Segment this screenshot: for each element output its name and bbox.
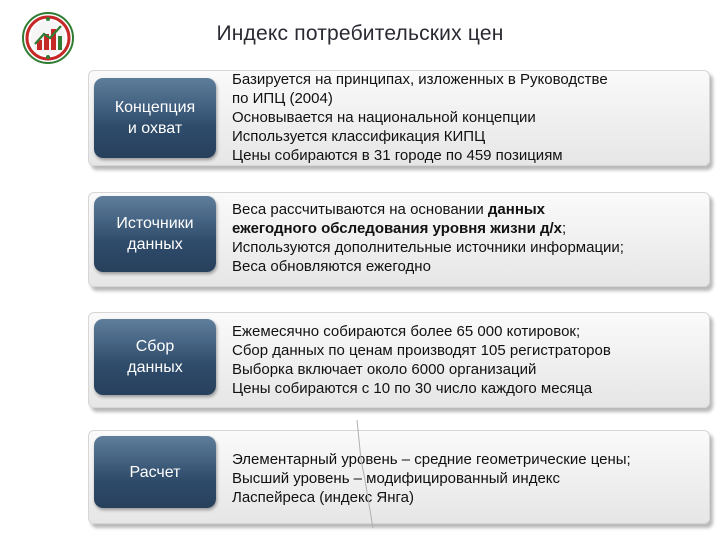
text-line: Сбор данных по ценам производят 105 регистраторов [232, 342, 611, 359]
text-line: ежегодного обследования уровня жизни д/х; [232, 220, 567, 237]
page-title: Индекс потребительских цен [216, 22, 504, 45]
text-line: Элементарный уровень – средние геометрические цены; [232, 451, 631, 468]
section-text-calculation [232, 450, 702, 507]
text-line: Ласпейреса (индекс Янга) [232, 489, 414, 506]
text-line: Цены собираются с 10 по 30 число каждого месяца [232, 380, 593, 397]
text-line: по ИПЦ (2004) [232, 90, 333, 107]
section-label-calculation: Расчет [94, 436, 216, 508]
decorative-line [355, 420, 381, 528]
text-line: Ежемесячно собираются более 65 000 котировок; [232, 323, 581, 340]
text-line: Веса обновляются ежегодно [232, 258, 431, 275]
section-text-concept [232, 70, 702, 165]
text-line: Используются дополнительные источники информации; [232, 239, 624, 256]
section-text-sources [232, 200, 702, 276]
text-line: Высший уровень – модифицированный индекс [232, 470, 561, 487]
text-line: Используется классификация КИПЦ [232, 128, 486, 145]
text-line: Базируется на принципах, изложенных в Руководстве [232, 71, 608, 88]
text-line: Веса рассчитываются на основании данных [232, 201, 546, 218]
section-label-collection: Сбор данных [94, 319, 216, 395]
section-label-sources: Источники данных [94, 196, 216, 272]
section-label-concept: Концепция и охват [94, 78, 216, 158]
text-line: Цены собираются в 31 городе по 459 позициям [232, 147, 563, 164]
section-text-collection [232, 322, 702, 398]
text-line: Выборка включает около 6000 организаций [232, 361, 537, 378]
text-line: Основывается на национальной концепции [232, 109, 536, 126]
